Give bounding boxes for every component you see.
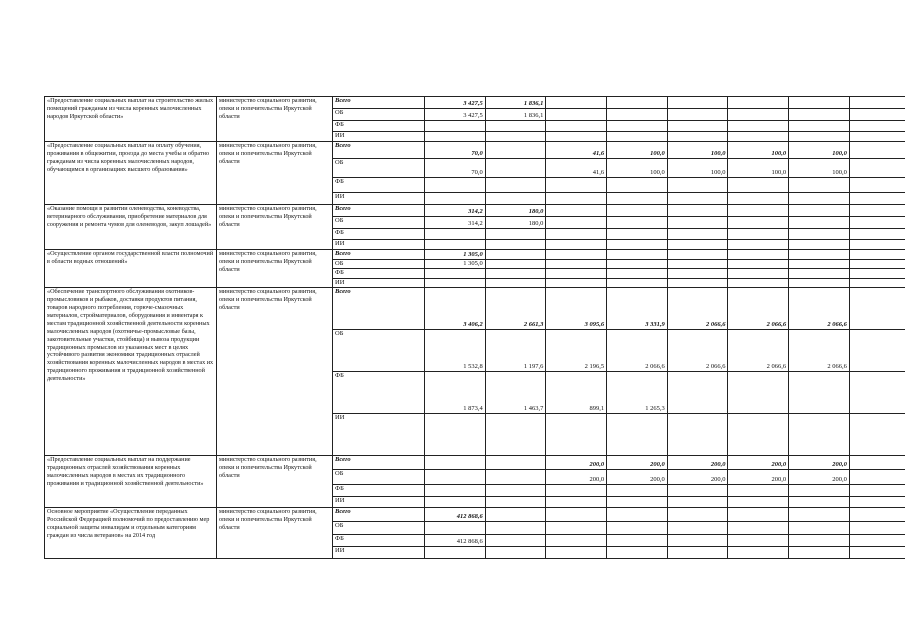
amount-cell (667, 521, 728, 534)
funding-source-ii: ИИ (333, 193, 425, 205)
funding-source-total: Всего (333, 97, 425, 109)
amount-cell (546, 121, 607, 132)
amount-cell (485, 484, 546, 496)
amount-cell (728, 109, 789, 121)
amount-cell (607, 507, 668, 521)
funding-source-total: Всего (333, 287, 425, 329)
amount-cell (728, 260, 789, 269)
amount-cell: 100,0 (607, 142, 668, 159)
measure-description: «Оказание помощи в развитии оленеводства, коневодства, ветеринарного обслуживания, приобретение материалов для сооружения и ремонта чумов для оленеводов, закуп лошадей» (45, 205, 217, 250)
responsible-executor: министерство социального развития, опеки и попечительства Иркутской области (217, 455, 333, 507)
amount-cell (485, 178, 546, 193)
measure-description: «Осуществление органом государственной власти полномочий в области водных отношений» (45, 250, 217, 288)
amount-cell: 412 868,6 (425, 534, 486, 546)
amount-cell (546, 496, 607, 507)
amount-cell (789, 240, 850, 250)
amount-cell (546, 484, 607, 496)
amount-cell (849, 507, 905, 521)
amount-cell (667, 97, 728, 109)
amount-cell (485, 507, 546, 521)
amount-cell (789, 546, 850, 558)
amount-cell (607, 229, 668, 240)
amount-cell (485, 121, 546, 132)
amount-cell (849, 109, 905, 121)
amount-cell (728, 217, 789, 229)
funding-source-ii: ИИ (333, 278, 425, 287)
amount-cell: 200,0 (667, 469, 728, 484)
amount-cell (607, 413, 668, 455)
amount-cell: 100,0 (667, 142, 728, 159)
amount-cell (485, 142, 546, 159)
amount-cell (849, 455, 905, 469)
amount-cell (546, 240, 607, 250)
amount-cell (667, 229, 728, 240)
amount-cell: 899,1 (546, 371, 607, 413)
amount-cell (425, 193, 486, 205)
amount-cell (728, 132, 789, 142)
amount-cell (546, 546, 607, 558)
amount-cell (485, 469, 546, 484)
funding-source-total: Всего (333, 205, 425, 217)
responsible-executor: министерство социального развития, опеки и попечительства Иркутской области (217, 97, 333, 142)
amount-cell: 2 196,5 (546, 329, 607, 371)
amount-cell: 200,0 (789, 469, 850, 484)
funding-source-fb: ФБ (333, 371, 425, 413)
amount-cell: 1 197,6 (485, 329, 546, 371)
amount-cell (425, 521, 486, 534)
table-row (45, 507, 905, 521)
amount-cell: 41,6 (546, 159, 607, 178)
program-funding-table (44, 96, 905, 559)
amount-cell (849, 371, 905, 413)
amount-cell (728, 496, 789, 507)
amount-cell (607, 269, 668, 278)
funding-source-ob: ОБ (333, 469, 425, 484)
amount-cell (667, 413, 728, 455)
table-row (45, 205, 905, 217)
funding-source-ii: ИИ (333, 546, 425, 558)
amount-cell (607, 278, 668, 287)
amount-cell: 200,0 (667, 455, 728, 469)
amount-cell (789, 371, 850, 413)
amount-cell: 3 427,5 (425, 109, 486, 121)
table-body (45, 97, 905, 559)
amount-cell (667, 496, 728, 507)
amount-cell (849, 496, 905, 507)
amount-cell (667, 269, 728, 278)
amount-cell (607, 97, 668, 109)
amount-cell (546, 178, 607, 193)
amount-cell (728, 250, 789, 260)
amount-cell (789, 250, 850, 260)
amount-cell (849, 193, 905, 205)
amount-cell: 2 066,6 (728, 329, 789, 371)
amount-cell (546, 534, 607, 546)
table-row (45, 455, 905, 469)
amount-cell (728, 205, 789, 217)
amount-cell (667, 178, 728, 193)
amount-cell: 2 066,6 (667, 329, 728, 371)
amount-cell (425, 546, 486, 558)
amount-cell (849, 534, 905, 546)
funding-source-ii: ИИ (333, 496, 425, 507)
amount-cell: 200,0 (607, 469, 668, 484)
amount-cell (667, 278, 728, 287)
amount-cell: 2 066,6 (728, 287, 789, 329)
responsible-executor: министерство социального развития, опеки и попечительства Иркутской области (217, 287, 333, 455)
funding-source-ii: ИИ (333, 132, 425, 142)
amount-cell (607, 496, 668, 507)
amount-cell (425, 240, 486, 250)
funding-source-fb: ФБ (333, 269, 425, 278)
amount-cell (849, 546, 905, 558)
amount-cell (485, 521, 546, 534)
measure-description: Основное мероприятие «Осуществление переданных Российской Федерацией полномочий по предоставлению мер социальной защиты инвалидам и отдельным категориям граждан из числа ветеранов» на 2014 год (45, 507, 217, 558)
amount-cell (485, 159, 546, 178)
funding-source-fb: ФБ (333, 229, 425, 240)
amount-cell: 70,0 (425, 159, 486, 178)
amount-cell (728, 97, 789, 109)
amount-cell (607, 132, 668, 142)
measure-description: «Предоставление социальных выплат на строительство жилых помещений гражданам из числа коренных малочисленных народов Иркутской области» (45, 97, 217, 142)
funding-source-fb: ФБ (333, 178, 425, 193)
table-row (45, 287, 905, 329)
table-row (45, 250, 905, 260)
amount-cell (789, 260, 850, 269)
amount-cell (425, 121, 486, 132)
amount-cell (789, 229, 850, 240)
amount-cell (485, 260, 546, 269)
amount-cell (789, 217, 850, 229)
amount-cell: 2 066,6 (789, 287, 850, 329)
amount-cell (425, 496, 486, 507)
amount-cell: 2 066,6 (667, 287, 728, 329)
funding-source-total: Всего (333, 142, 425, 159)
amount-cell (849, 287, 905, 329)
amount-cell (425, 269, 486, 278)
amount-cell (425, 178, 486, 193)
amount-cell: 41,6 (546, 142, 607, 159)
amount-cell (546, 250, 607, 260)
funding-source-fb: ФБ (333, 534, 425, 546)
amount-cell: 100,0 (728, 142, 789, 159)
amount-cell (607, 534, 668, 546)
amount-cell: 314,2 (425, 217, 486, 229)
funding-source-fb: ФБ (333, 121, 425, 132)
amount-cell (425, 229, 486, 240)
amount-cell (728, 371, 789, 413)
amount-cell (607, 546, 668, 558)
amount-cell (425, 469, 486, 484)
amount-cell (546, 217, 607, 229)
amount-cell (789, 278, 850, 287)
amount-cell: 2 066,6 (789, 329, 850, 371)
amount-cell: 3 095,6 (546, 287, 607, 329)
funding-source-fb: ФБ (333, 484, 425, 496)
amount-cell (849, 260, 905, 269)
amount-cell (485, 269, 546, 278)
amount-cell (789, 413, 850, 455)
amount-cell (789, 193, 850, 205)
amount-cell (667, 240, 728, 250)
amount-cell (849, 269, 905, 278)
responsible-executor: министерство социального развития, опеки и попечительства Иркутской области (217, 205, 333, 250)
amount-cell: 1 873,4 (425, 371, 486, 413)
amount-cell (607, 205, 668, 217)
amount-cell (849, 205, 905, 217)
amount-cell (607, 240, 668, 250)
amount-cell (607, 193, 668, 205)
amount-cell (607, 217, 668, 229)
amount-cell (546, 260, 607, 269)
amount-cell: 200,0 (607, 455, 668, 469)
responsible-executor: министерство социального развития, опеки и попечительства Иркутской области (217, 507, 333, 558)
amount-cell (546, 193, 607, 205)
amount-cell (849, 217, 905, 229)
amount-cell: 1 463,7 (485, 371, 546, 413)
amount-cell (607, 521, 668, 534)
amount-cell (425, 278, 486, 287)
amount-cell (728, 269, 789, 278)
amount-cell (789, 534, 850, 546)
amount-cell (849, 229, 905, 240)
measure-description: «Обеспечение транспортного обслуживания охотников-промысловиков и рыбаков, доставки продуктов питания, товаров народного потребления, горюче-смазочных материалов, стройматериалов, оборудования и инвентаря к местам традиционной хозяйственной деятельности коренных малочисленных народов (охотничье-промысловые базы, закотовительные участки, стойбища) и вывоза продукции традиционных промыслов из указанных мест в целях устойчивого развития экономики традиционных отраслей хозяйствования коренных малочисленных народов в местах их традиционного проживания и традиционной хозяйственной деятельности» (45, 287, 217, 455)
amount-cell (789, 121, 850, 132)
amount-cell: 100,0 (728, 159, 789, 178)
amount-cell (849, 250, 905, 260)
funding-source-ob: ОБ (333, 109, 425, 121)
amount-cell (546, 521, 607, 534)
funding-source-ob: ОБ (333, 521, 425, 534)
amount-cell (667, 205, 728, 217)
amount-cell (849, 178, 905, 193)
amount-cell (728, 178, 789, 193)
amount-cell (789, 521, 850, 534)
amount-cell (789, 507, 850, 521)
amount-cell (789, 109, 850, 121)
amount-cell (667, 546, 728, 558)
amount-cell (607, 178, 668, 193)
amount-cell: 3 331,9 (607, 287, 668, 329)
amount-cell (607, 121, 668, 132)
amount-cell (849, 121, 905, 132)
amount-cell (425, 413, 486, 455)
amount-cell: 1 265,3 (607, 371, 668, 413)
amount-cell (728, 229, 789, 240)
funding-source-ob: ОБ (333, 329, 425, 371)
amount-cell (667, 132, 728, 142)
amount-cell (546, 507, 607, 521)
amount-cell (728, 521, 789, 534)
amount-cell (849, 132, 905, 142)
amount-cell (728, 278, 789, 287)
amount-cell (849, 469, 905, 484)
amount-cell: 3 427,5 (425, 97, 486, 109)
amount-cell (789, 205, 850, 217)
amount-cell (546, 109, 607, 121)
amount-cell (485, 534, 546, 546)
amount-cell: 2 066,6 (607, 329, 668, 371)
amount-cell: 1 305,0 (425, 260, 486, 269)
amount-cell: 1 836,1 (485, 97, 546, 109)
amount-cell (667, 250, 728, 260)
funding-source-total: Всего (333, 507, 425, 521)
amount-cell (546, 97, 607, 109)
amount-cell (849, 521, 905, 534)
amount-cell: 100,0 (789, 142, 850, 159)
amount-cell (849, 240, 905, 250)
amount-cell (849, 142, 905, 159)
funding-source-ii: ИИ (333, 240, 425, 250)
amount-cell (849, 97, 905, 109)
amount-cell (607, 484, 668, 496)
amount-cell: 180,0 (485, 205, 546, 217)
amount-cell (667, 109, 728, 121)
amount-cell (849, 413, 905, 455)
table-row (45, 142, 905, 159)
amount-cell (546, 132, 607, 142)
amount-cell (485, 132, 546, 142)
amount-cell (849, 159, 905, 178)
amount-cell (789, 178, 850, 193)
amount-cell: 1 305,0 (425, 250, 486, 260)
amount-cell: 200,0 (546, 455, 607, 469)
amount-cell (667, 217, 728, 229)
responsible-executor: министерство социального развития, опеки и попечительства Иркутской области (217, 142, 333, 205)
amount-cell (485, 546, 546, 558)
amount-cell (485, 455, 546, 469)
funding-source-total: Всего (333, 455, 425, 469)
amount-cell (728, 121, 789, 132)
amount-cell: 314,2 (425, 205, 486, 217)
amount-cell: 180,0 (485, 217, 546, 229)
amount-cell (789, 97, 850, 109)
amount-cell (546, 278, 607, 287)
amount-cell (728, 534, 789, 546)
amount-cell (667, 534, 728, 546)
funding-source-ob: ОБ (333, 159, 425, 178)
amount-cell (728, 240, 789, 250)
responsible-executor: министерство социального развития, опеки и попечительства Иркутской области (217, 250, 333, 288)
amount-cell (667, 260, 728, 269)
amount-cell (485, 413, 546, 455)
amount-cell (849, 329, 905, 371)
amount-cell (425, 132, 486, 142)
amount-cell: 100,0 (789, 159, 850, 178)
amount-cell (425, 484, 486, 496)
amount-cell (485, 250, 546, 260)
funding-source-ob: ОБ (333, 217, 425, 229)
amount-cell (728, 484, 789, 496)
amount-cell: 200,0 (728, 469, 789, 484)
amount-cell (728, 413, 789, 455)
amount-cell (425, 455, 486, 469)
amount-cell (667, 507, 728, 521)
amount-cell (789, 484, 850, 496)
amount-cell (485, 278, 546, 287)
amount-cell: 1 532,8 (425, 329, 486, 371)
measure-description: «Предоставление социальных выплат на оплату обучения, проживания в общежитии, проезда до места учебы и обратно гражданам из числа коренных малочисленных народов, обучающимся в организациях высшего образования» (45, 142, 217, 205)
amount-cell (849, 484, 905, 496)
table-row (45, 97, 905, 109)
amount-cell (789, 132, 850, 142)
amount-cell (789, 496, 850, 507)
amount-cell (485, 496, 546, 507)
amount-cell: 70,0 (425, 142, 486, 159)
amount-cell (667, 193, 728, 205)
amount-cell (607, 250, 668, 260)
amount-cell: 412 868,6 (425, 507, 486, 521)
amount-cell (485, 240, 546, 250)
measure-description: «Предоставление социальных выплат на поддержание традиционных отраслей хозяйствования коренных малочисленных народов в местах их традиционного проживания и традиционной хозяйственной деятельности» (45, 455, 217, 507)
amount-cell (546, 229, 607, 240)
amount-cell (789, 269, 850, 278)
amount-cell: 100,0 (667, 159, 728, 178)
funding-source-total: Всего (333, 250, 425, 260)
amount-cell: 3 406,2 (425, 287, 486, 329)
amount-cell: 200,0 (546, 469, 607, 484)
amount-cell (728, 546, 789, 558)
amount-cell (485, 193, 546, 205)
amount-cell (546, 413, 607, 455)
amount-cell (667, 371, 728, 413)
amount-cell (667, 121, 728, 132)
amount-cell (546, 269, 607, 278)
amount-cell (546, 205, 607, 217)
amount-cell: 200,0 (789, 455, 850, 469)
amount-cell (485, 229, 546, 240)
amount-cell: 2 661,3 (485, 287, 546, 329)
amount-cell (849, 278, 905, 287)
amount-cell: 200,0 (728, 455, 789, 469)
amount-cell (607, 109, 668, 121)
funding-source-ob: ОБ (333, 260, 425, 269)
amount-cell (667, 484, 728, 496)
amount-cell: 100,0 (607, 159, 668, 178)
funding-source-ii: ИИ (333, 413, 425, 455)
amount-cell (728, 193, 789, 205)
amount-cell: 1 836,1 (485, 109, 546, 121)
amount-cell (728, 507, 789, 521)
amount-cell (607, 260, 668, 269)
